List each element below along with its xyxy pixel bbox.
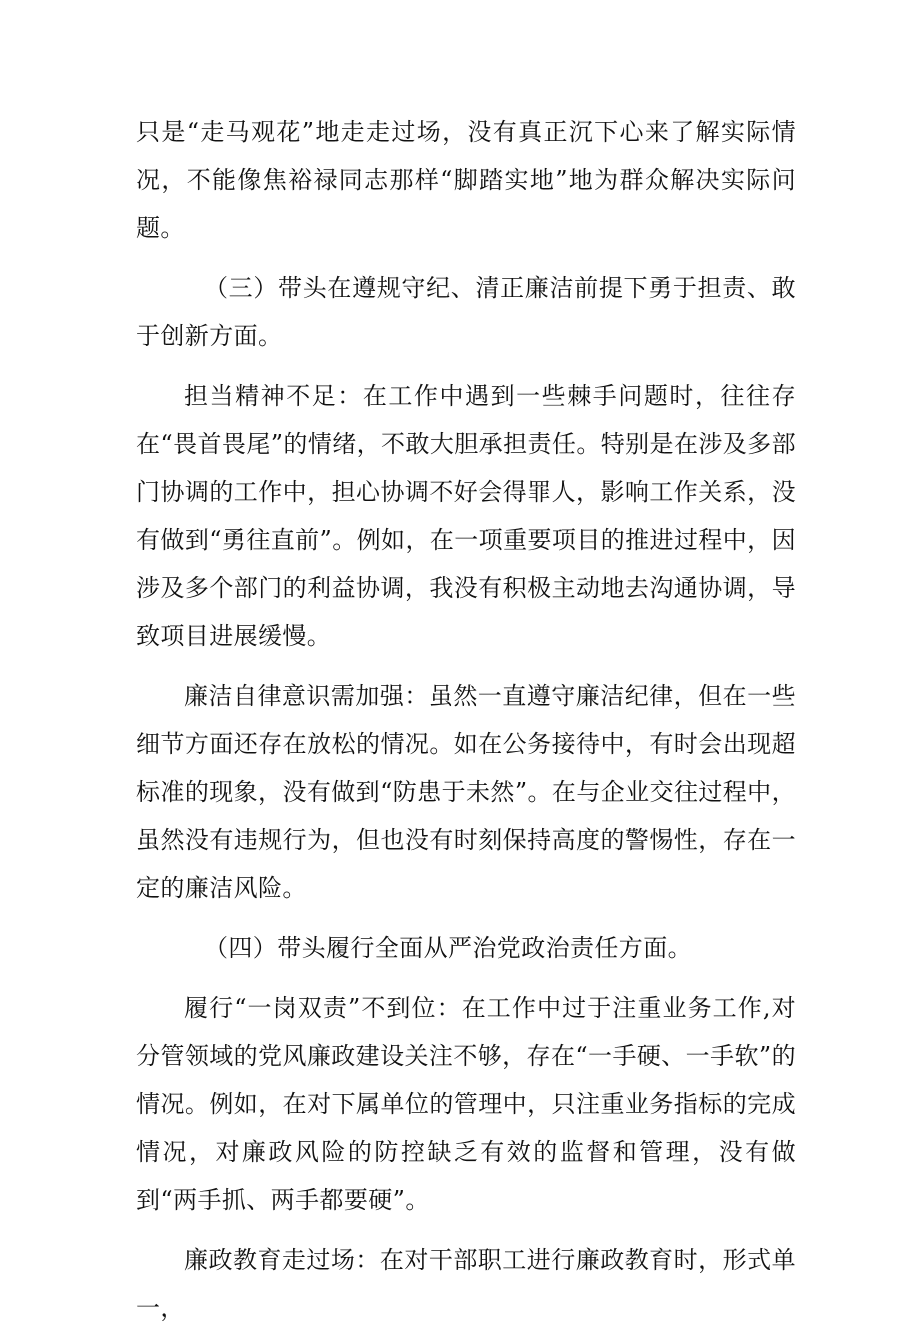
section-heading-four: （四）带头履行全面从严治党政治责任方面。 <box>204 934 692 962</box>
paragraph-responsibility: 担当精神不足：在工作中遇到一些棘手问题时，往往存在“畏首畏尾”的情绪，不敢大胆承担责任。特别是在涉及多部门协调的工作中，担心协调不好会得罪人，影响工作关系，没有做到“勇往直前”。例如，在一项重要项目的推进过程中，因涉及多个部门的利益协调，我没有积极主动地去沟通协调，导致项目进展缓慢。 <box>136 382 796 650</box>
paragraph-dual-duty: 履行“一岗双责”不到位：在工作中过于注重业务工作,对分管领域的党风廉政建设关注不够，存在“一手硬、一手软”的情况。例如，在对下属单位的管理中，只注重业务指标的完成情况，对廉政风险的防控缺乏有效的监督和管理，没有做到“两手抓、两手都要硬”。 <box>136 994 796 1214</box>
paragraph-integrity: 廉洁自律意识需加强：虽然一直遵守廉洁纪律，但在一些细节方面还存在放松的情况。如在公务接待中，有时会出现超标准的现象，没有做到“防患于未然”。在与企业交往过程中，虽然没有违规行为，但也没有时刻保持高度的警惕性，存在一定的廉洁风险。 <box>136 682 796 902</box>
section-heading-three: （三）带头在遵规守纪、清正廉洁前提下勇于担责、敢于创新方面。 <box>136 274 796 350</box>
paragraph-continuation: 只是“走马观花”地走走过场，没有真正沉下心来了解实际情况，不能像焦裕禄同志那样“脚踏实地”地为群众解决实际问题。 <box>136 118 796 242</box>
document-body <box>136 108 796 1344</box>
paragraph-education: 廉政教育走过场：在对干部职工进行廉政教育时，形式单一， <box>136 1246 796 1322</box>
